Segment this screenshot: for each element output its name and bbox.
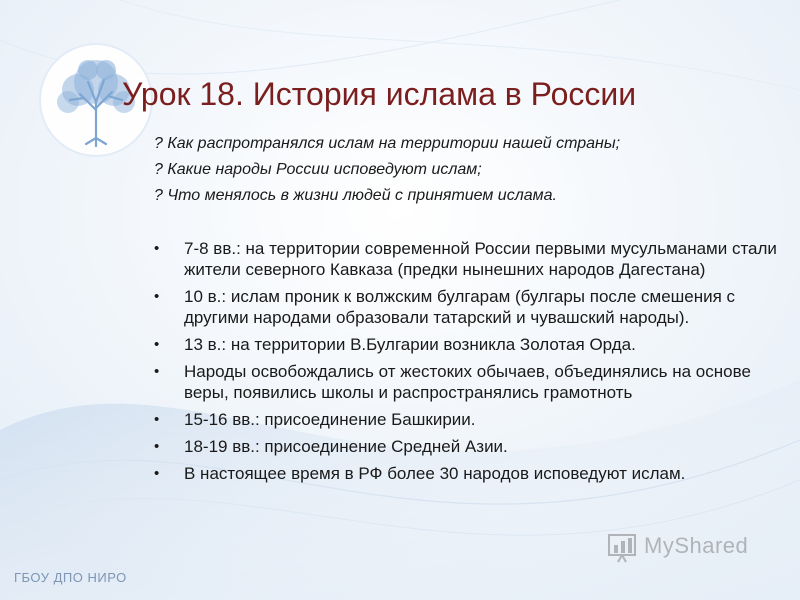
bullet-icon: • — [154, 240, 160, 257]
watermark — [606, 525, 766, 565]
bullet-item — [150, 361, 780, 403]
question-item: ? Что менялось в жизни людей с принятием ислама. — [154, 187, 557, 204]
slide-title: Урок 18. История ислама в России — [122, 76, 637, 112]
bullet-icon: • — [154, 411, 160, 428]
watermark-chart-icon — [606, 527, 640, 563]
bullet-text: 7-8 вв.: на территории современной России первыми мусульманами стали жители северного Кавказа (предки нынешних народов Дагестана) — [184, 239, 777, 279]
bullet-item — [150, 286, 780, 328]
bullet-item — [150, 334, 780, 355]
bullet-item — [150, 436, 780, 457]
bullet-item — [150, 409, 780, 430]
bullet-text: Народы освобождались от жестоких обычаев, объединялись на основе веры, появились школы и распространялись грамотноть — [184, 362, 751, 402]
bullet-item — [150, 463, 780, 484]
bullet-icon: • — [154, 363, 160, 380]
bullet-icon: • — [154, 438, 160, 455]
bullet-text: 13 в.: на территории В.Булгарии возникла Золотая Орда. — [184, 335, 636, 354]
question-item: ? Какие народы России исповедуют ислам; — [154, 161, 482, 178]
bullet-text: 10 в.: ислам проник к волжским булгарам (булгары после смешения с другими народами образовали татарский и чувашский народы). — [184, 287, 736, 327]
bullet-text: 18-19 вв.: присоединение Средней Азии. — [184, 437, 508, 456]
watermark-text: MyShared — [644, 533, 749, 558]
footer-org-label: ГБОУ ДПО НИРО — [14, 570, 127, 585]
question-item: ? Как распротранялся ислам на территории нашей страны; — [154, 135, 621, 152]
bullet-icon: • — [154, 465, 160, 482]
bullet-icon: • — [154, 336, 160, 353]
bullet-text: 15-16 вв.: присоединение Башкирии. — [184, 410, 476, 429]
bullet-list — [150, 238, 780, 490]
bullet-text: В настоящее время в РФ более 30 народов исповедуют ислам. — [184, 464, 686, 483]
bullet-icon: • — [154, 288, 160, 305]
bullet-item — [150, 238, 780, 280]
questions-list — [154, 131, 774, 209]
